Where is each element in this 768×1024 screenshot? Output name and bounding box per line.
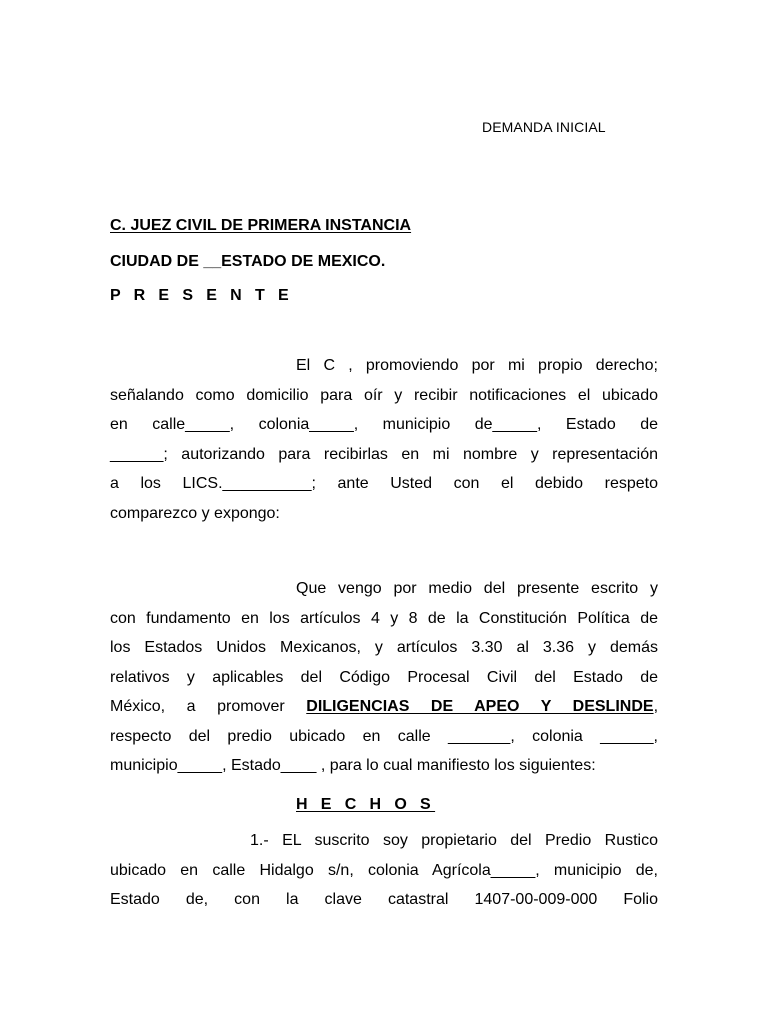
line-text: , [653,698,659,715]
paragraph-line: respecto del predio ubicado en calle _______, colonia ______, [110,727,658,745]
paragraph-line: Estado de, con la clave catastral 1407-00-009-000 Folio [110,891,658,908]
document-type-label: DEMANDA INICIAL [482,119,606,135]
paragraph-line: con fundamento en los artículos 4 y 8 de la Constitución Política de [110,609,658,627]
paragraph-line: ubicado en calle Hidalgo s/n, colonia Agrícola_____, municipio de, [110,861,658,879]
paragraph-line: relativos y aplicables del Código Procesal Civil del Estado de [110,668,658,686]
requested-proceeding: DILIGENCIAS DE APEO Y DESLINDE [306,698,654,715]
paragraph-line: El C , promoviendo por mi propio derecho; [296,357,658,374]
facts-paragraph [110,826,658,915]
paragraph-line: señalando como domicilio para oír y recibir notificaciones el ubicado [110,386,658,404]
addressee-judge: C. JUEZ CIVIL DE PRIMERA INSTANCIA [110,217,412,234]
addressee-presente: P R E S E N T E [110,287,294,304]
paragraph-line: en calle_____, colonia_____, municipio de_____, Estado de [110,416,658,433]
request-paragraph [110,574,658,781]
hechos-heading: H E C H O S [296,796,436,813]
paragraph-line [110,692,658,722]
paragraph-line: municipio_____, Estado____ , para lo cual manifiesto los siguientes: [110,757,596,774]
paragraph-line: ______; autorizando para recibirlas en mi nombre y representación [110,445,658,463]
line-text: México, a promover [110,698,307,715]
paragraph-line: a los LICS.__________; ante Usted con el debido respeto [110,475,658,492]
paragraph-line: 1.- EL suscrito soy propietario del Predio Rustico [250,832,658,849]
intro-paragraph [110,351,658,528]
addressee-city: CIUDAD DE __ESTADO DE MEXICO. [110,253,386,270]
paragraph-line: los Estados Unidos Mexicanos, y artículos 3.30 al 3.36 y demás [110,639,658,656]
paragraph-line: Que vengo por medio del presente escrito y [296,580,658,597]
paragraph-line: comparezco y expongo: [110,504,280,522]
